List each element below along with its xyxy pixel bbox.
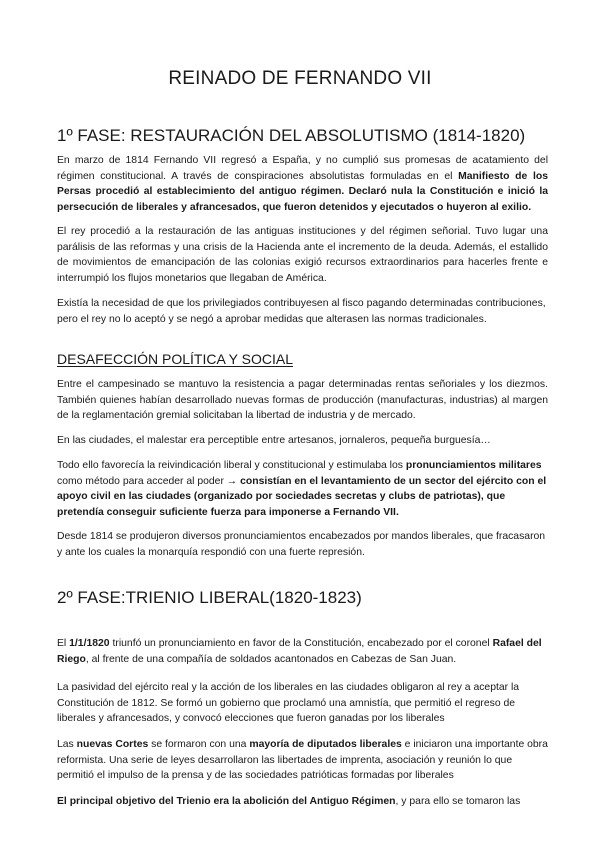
subsection-heading: DESAFECCIÓN POLÍTICA Y SOCIAL [57, 351, 293, 367]
bold-text-run: ), [477, 491, 487, 502]
section-2-heading: 2º FASE:TRIENIO LIBERAL(1820-1823) [57, 588, 362, 607]
text-run: En marzo de 1814 Fernando VII regresó a España, y no cumplió sus promesas de acatamiento del régimen constitucional. A través de conspiraciones absolutistas formuladas en el [57, 155, 548, 182]
bold-text-run: El principal objetivo del Trienio era la abolición del Antiguo Régimen [57, 796, 396, 807]
text-run: Todo ello favorecía la reivindicación liberal y constitucional y estimulaba los [57, 460, 406, 471]
subsection-paragraph-3 [57, 458, 548, 520]
document-title: REINADO DE FERNANDO VII [168, 68, 432, 89]
bold-text-run: nuevas Cortes [76, 739, 149, 750]
bold-text-run: organizado por sociedades secretas y clubs de patriotas [197, 491, 478, 502]
text-run: , y para ello se tomaron las [395, 796, 521, 807]
text-run: e iniciaron una importante obra reformista. Una serie de leyes desarrollaron las libertades de imprenta, asociación y reunión lo que permitió el impulso de la prensa y de las sociedades patrióticas formadas por liberales [57, 739, 548, 781]
subsection-paragraph-1: Entre el campesinado se mantuvo la resistencia a pagar determinadas rentas señoriales y los diezmos. También quienes habían desarrollado nuevas formas de producción (manufacturas, industrias) al margen de la reglamentación gremial solicitaban la libertad de industria y de mercado. [57, 379, 548, 421]
section-2-paragraph-4 [57, 794, 548, 810]
section-1-heading: 1º FASE: RESTAURACIÓN DEL ABSOLUTISMO (1814-1820) [57, 126, 526, 145]
section-1-paragraph-1 [57, 153, 548, 215]
subsection-paragraph-4: Desde 1814 se produjeron diversos pronunciamientos encabezados por mandos liberales, que fracasaron y ante los cuales la monarquía respondió con una fuerte represión. [57, 531, 546, 558]
bold-text-run: pronunciamientos militares [405, 460, 542, 471]
section-2-paragraph-3 [57, 737, 548, 784]
subsection-paragraph-2: En las ciudades, el malestar era perceptible entre artesanos, jornaleros, pequeña burguesía… [57, 435, 491, 446]
text-run: triunfó un pronunciamiento en favor de la Constitución, encabezado por el coronel [109, 638, 493, 649]
section-1-paragraph-3: Existía la necesidad de que los privilegiados contribuyesen al fisco pagando determinadas contribuciones, pero el rey no lo aceptó y se negó a aprobar medidas que alterasen las normas tradicionales. [57, 298, 546, 325]
text-run: se formaron con una [148, 739, 250, 750]
bold-text-run: que pretendía conseguir suficiente fuerza para imponerse a Fernando VII. [57, 491, 506, 518]
text-run: El [57, 638, 70, 649]
text-run: como método para acceder al poder → [57, 475, 241, 487]
bold-text-run: Manifiesto de los Persas procedió al establecimiento del antiguo régimen. Declaró nula la Constitución e inició la persecución de liberales y afrancesados, que fueron detenidos y ejecutados o huyeron al exilio. [57, 170, 548, 213]
section-2-paragraph-1 [57, 636, 548, 667]
section-1-paragraph-2: El rey procedió a la restauración de las antiguas instituciones y del régimen señorial. Tuvo lugar una parálisis de las reformas y una crisis de la Hacienda ante el incremento de la deuda. Además, el estallido de movimientos de emancipación de las colonias exigió recursos extraordinarios para hacerles frente e interrumpió los flujos monetarios que llegaban de América. [57, 226, 548, 284]
text-run: Las [57, 739, 77, 750]
bold-text-run: 1/1/1820 [69, 638, 110, 649]
section-2-paragraph-2: La pasividad del ejército real y la acción de los liberales en las ciudades obligaron al rey a aceptar la Constitución de 1812. Se formó un gobierno que proclamó una amnistía, que permitió el regreso de liberales y afrancesados, y convocó elecciones que fueron ganadas por los liberales [57, 682, 520, 724]
bold-text-run: mayoría de diputados liberales [249, 739, 402, 750]
bold-text-run: Rafael del Riego [57, 638, 542, 665]
bold-text-run: consistían en el levantamiento de un sector del ejército con el apoyo civil en las ciudades ( [57, 475, 547, 502]
text-run: , al frente de una compañía de soldados acantonados en Cabezas de San Juan. [85, 653, 457, 665]
